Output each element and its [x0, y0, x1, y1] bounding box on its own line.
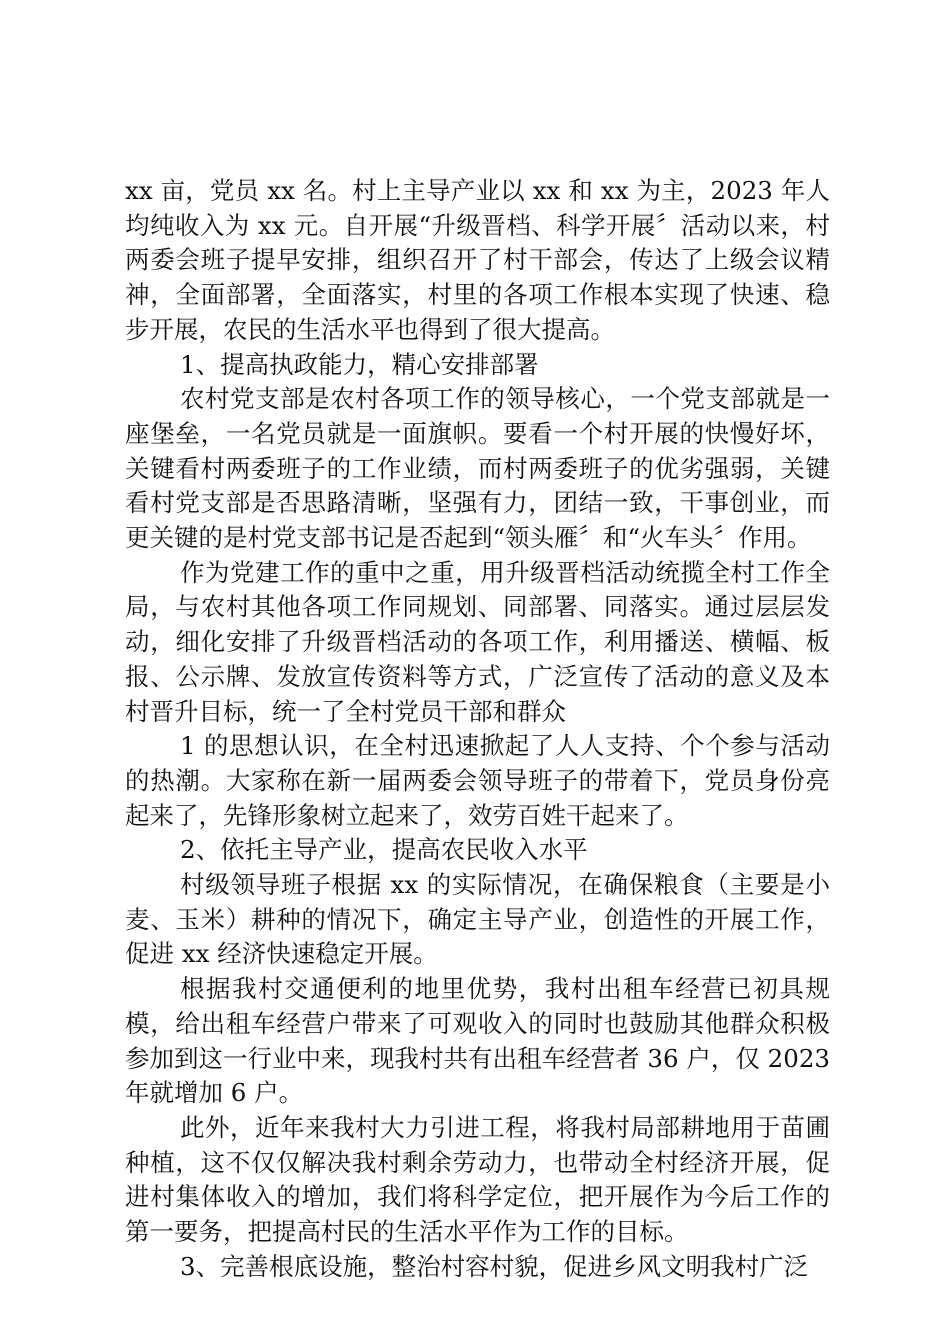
- section-heading: 2、依托主导产业，提高农民收入水平: [180, 835, 588, 865]
- paragraph: 村级领导班子根据 xx 的实际情况，在确保粮食（主要是小麦、玉米）耕种的情况下，确定主导产业，创造性的开展工作，促进 xx 经济快速稳定开展。: [125, 870, 830, 969]
- section-heading: 3、完善根底设施，整治村容村貌，促进乡风文明我村广泛: [180, 1251, 809, 1281]
- document-body: [125, 174, 830, 1285]
- paragraph: 根据我村交通便利的地里优势，我村出租车经营已初具规模，给出租车经营户带来了可观收入的同时也鼓励其他群众积极参加到这一行业中来，现我村共有出租车经营者 36 户，仅 2023 年就增加 6 户。: [125, 974, 830, 1108]
- paragraph: 农村党支部是农村各项工作的领导核心，一个党支部就是一座堡垒，一名党员就是一面旗帜。要看一个村开展的快慢好坏，关键看村两委班子的工作业绩，而村两委班子的优劣强弱，关键看村党支部是否思路清晰，坚强有力，团结一致，干事创业，而更关键的是村党支部书记是否起到“领头雁〞和“火车头〞作用。: [125, 384, 830, 553]
- paragraph: 此外，近年来我村大力引进工程，将我村局部耕地用于苗圃种植，这不仅仅解决我村剩余劳动力，也带动全村经济开展，促进村集体收入的增加，我们将科学定位，把开展作为今后工作的第一要务，把提高村民的生活水平作为工作的目标。: [125, 1112, 830, 1247]
- paragraph: 作为党建工作的重中之重，用升级晋档活动统揽全村工作全局，与农村其他各项工作同规划、同部署、同落实。通过层层发动，细化安排了升级晋档活动的各项工作，利用播送、横幅、板报、公示牌、发放宣传资料等方式，广泛宣传了活动的意义及本村晋升目标，统一了全村党员干部和群众: [125, 557, 830, 726]
- paragraph: xx 亩，党员 xx 名。村上主导产业以 xx 和 xx 为主，2023 年人均纯收入为 xx 元。自开展“升级晋档、科学开展〞活动以来，村两委会班子提早安排，组织召开了村干部会，传达了上级会议精神，全面部署，全面落实，村里的各项工作根本实现了快速、稳步开展，农民的生活水平也得到了很大提高。: [125, 176, 830, 344]
- paragraph: 1 的思想认识，在全村迅速掀起了人人支持、个个参与活动的热潮。大家称在新一届两委会领导班子的带着下，党员身份亮起来了，先锋形象树立起来了，效劳百姓干起来了。: [125, 731, 830, 830]
- section-heading: 1、提高执政能力，精心安排部署: [180, 349, 539, 379]
